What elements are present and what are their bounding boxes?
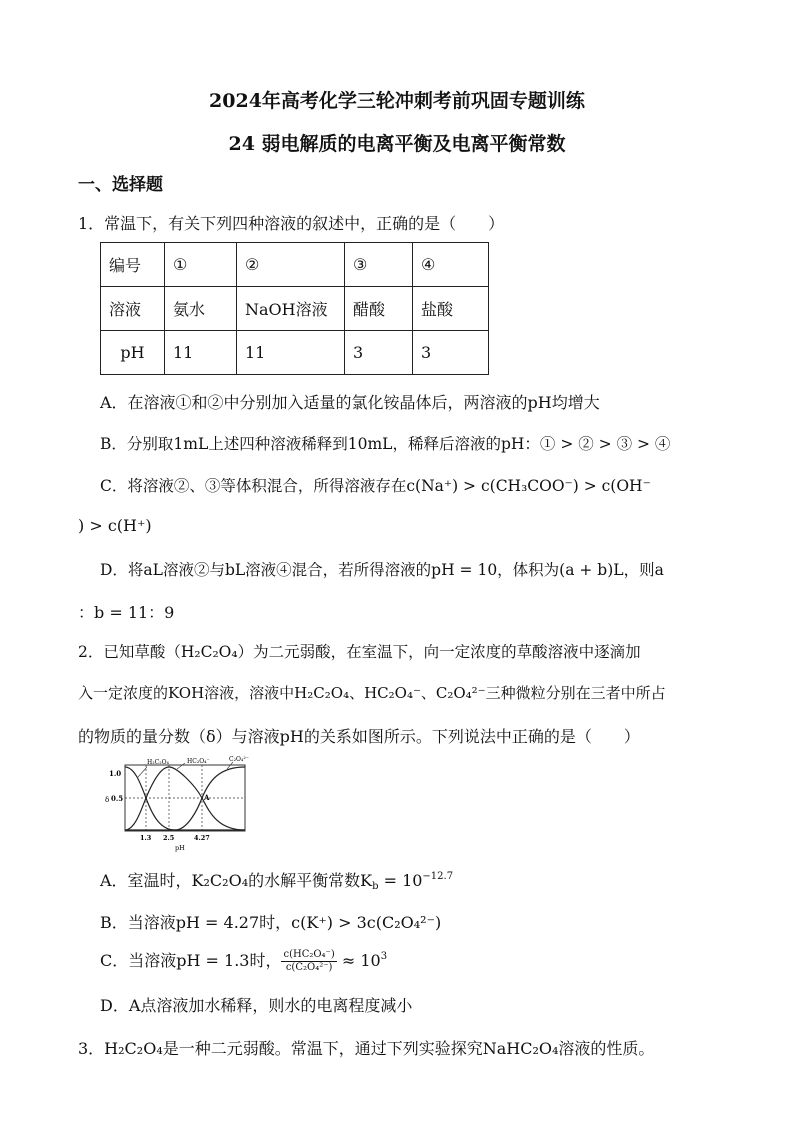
q1-option-c-line1: C．将溶液②、③等体积混合，所得溶液存在c(Na⁺) > c(CH₃COO⁻) > c(OH⁻: [100, 477, 651, 495]
chart-label-c2o4: C₂O₄²⁻: [229, 756, 249, 763]
xtick-2: 2.5: [163, 834, 175, 842]
q2-option-c: C．当溶液pH = 1.3时， $\frac{\text{c(HC₂O₄⁻)}}{\text{c(C₂O₄²⁻)}}$ ≈ $10^3$: [100, 949, 388, 973]
fraction: $\frac{\text{c(HC₂O₄⁻)}}{\text{c(C₂O₄²⁻)}}$: [283, 949, 335, 973]
label-leader-1: [138, 767, 147, 777]
q1-table: [100, 242, 489, 375]
xtick-1: 1.3: [140, 834, 152, 842]
table-cell: NaOH溶液: [237, 287, 345, 331]
table-row: [101, 287, 489, 331]
table-cell: 3: [345, 331, 413, 375]
table-row: [101, 243, 489, 287]
table-cell: 氨水: [165, 287, 237, 331]
q1-option-d-line2: ：b = 11：9: [78, 603, 175, 622]
table-cell: ①: [165, 243, 237, 287]
table-cell: 醋酸: [345, 287, 413, 331]
table-cell: 3: [413, 331, 489, 375]
table-cell: ④: [413, 243, 489, 287]
table-row: [101, 331, 489, 375]
page-subtitle: 24 弱电解质的电离平衡及电离平衡常数: [228, 133, 566, 155]
q1-option-b: B．分别取1mL上述四种溶液稀释到10mL，稀释后溶液的pH：① > ② > ③ > ④: [100, 435, 671, 453]
table-cell: 11: [165, 331, 237, 375]
q1-option-c-line2: ) > c(H⁺): [78, 516, 152, 535]
table-cell: 11: [237, 331, 345, 375]
q2-option-d: D．A点溶液加水稀释，则水的电离程度减小: [100, 996, 413, 1015]
page-title: 2024年高考化学三轮冲刺考前巩固专题训练: [209, 90, 585, 112]
ytick-2: 0.5: [111, 794, 124, 803]
series-hc2o4: [125, 767, 245, 830]
chart-label-h2c2o4: H₂C₂O₄: [147, 759, 169, 766]
section-heading: 一、选择题: [78, 175, 163, 195]
table-cell: pH: [101, 331, 165, 375]
table-cell: 盐酸: [413, 287, 489, 331]
q2-stem-line1: 2．已知草酸（H₂C₂O₄）为二元弱酸，在室温下，向一定浓度的草酸溶液中逐滴加: [78, 643, 641, 661]
q2-stem-line2: 入一定浓度的KOH溶液，溶液中H₂C₂O₄、HC₂O₄⁻、C₂O₄²⁻三种微粒分别在三者中所占: [78, 684, 666, 702]
ytick-1: 1.0: [109, 769, 122, 778]
q2-option-b: B．当溶液pH = 4.27时，c(K⁺) > 3c(C₂O₄²⁻): [100, 913, 442, 932]
table-cell: ③: [345, 243, 413, 287]
table-cell: 溶液: [101, 287, 165, 331]
q2-distribution-chart: [105, 755, 265, 855]
label-leader-2: [177, 763, 185, 769]
q1-option-d-line1: D．将aL溶液②与bL溶液④混合，若所得溶液的pH = 10，体积为(a + b)L，则a: [100, 561, 664, 579]
xtick-3: 4.27: [194, 834, 210, 842]
chart-ylabel: δ: [105, 796, 110, 804]
q3-stem: 3．H₂C₂O₄是一种二元弱酸。常温下，通过下列实验探究NaHC₂O₄溶液的性质。: [78, 1039, 655, 1058]
q1-option-a: A．在溶液①和②中分别加入适量的氯化铵晶体后，两溶液的pH均增大: [100, 393, 600, 412]
table-cell: ②: [237, 243, 345, 287]
chart-xlabel: pH: [175, 844, 185, 852]
table-cell: 编号: [101, 243, 165, 287]
point-a-label: A: [204, 793, 210, 802]
q1-stem: 1．常温下，有关下列四种溶液的叙述中，正确的是（ ）: [78, 214, 505, 233]
chart-label-hc2o4: HC₂O₄⁻: [187, 758, 210, 765]
q2-option-a: A．室温时，K₂C₂O₄的水解平衡常数$K_b = 10^{-12.7}$: [100, 871, 454, 892]
q2-stem-line3: 的物质的量分数（δ）与溶液pH的关系如图所示。下列说法中正确的是（ ）: [78, 727, 640, 746]
